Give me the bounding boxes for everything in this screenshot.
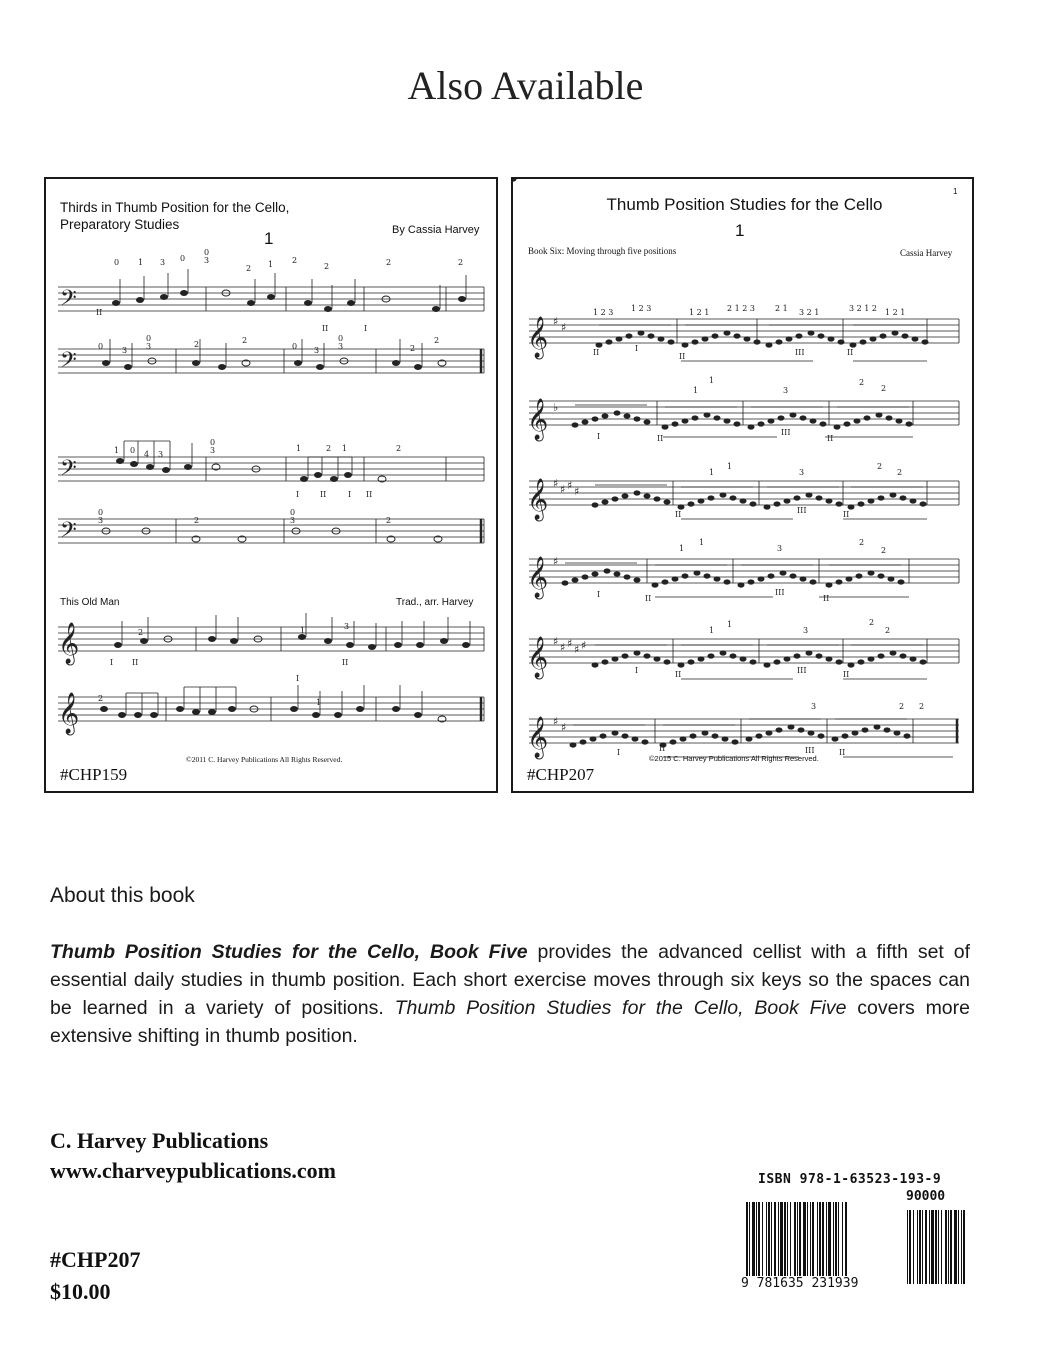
svg-text:II: II [679,352,686,361]
svg-text:II: II [843,670,850,679]
svg-text:II: II [593,348,600,357]
svg-text:II: II [657,434,664,443]
svg-text:𝄞: 𝄞 [58,623,80,664]
svg-text:𝄞: 𝄞 [527,479,549,520]
isbn-barcode [738,1172,970,1296]
svg-text:♯: ♯ [560,641,566,654]
panel-right-page-number: 1 [953,187,958,196]
svg-text:2: 2 [434,336,440,345]
page-heading: Also Available [407,63,644,108]
svg-text:1 2 1: 1 2 1 [689,308,710,317]
svg-text:3: 3 [122,346,128,355]
svg-text:3: 3 [783,386,789,395]
price: $10.00 [50,1279,111,1304]
svg-text:III: III [781,428,791,437]
panel-right-author: Cassia Harvey [900,248,953,258]
svg-text:3 2 1 2: 3 2 1 2 [849,304,877,313]
svg-text:1: 1 [709,626,715,635]
svg-text:2: 2 [859,378,865,387]
panel-left-copyright: ©2011 C. Harvey Publications All Rights Reserved. [186,755,343,764]
svg-text:II: II [132,658,139,667]
svg-text:I: I [597,590,601,599]
sheet-music-right [513,179,974,793]
svg-text:𝄢: 𝄢 [60,348,77,378]
svg-text:2: 2 [899,702,905,711]
svg-text:3: 3 [210,446,216,455]
svg-text:1: 1 [316,698,322,707]
svg-text:II: II [659,744,666,753]
svg-text:I: I [296,490,300,499]
note-runs [513,179,589,182]
svg-text:4: 4 [144,450,150,459]
book-title-emphasis: Thumb Position Studies for the Cello, Book Five [50,941,528,963]
svg-text:2: 2 [98,694,104,703]
svg-text:II: II [366,490,373,499]
svg-text:𝄞: 𝄞 [58,693,80,734]
svg-text:3: 3 [204,256,210,265]
svg-text:1: 1 [679,544,685,553]
publisher-website: www.charveypublications.com [50,1158,336,1183]
svg-text:2: 2 [410,344,416,353]
svg-text:3: 3 [811,702,817,711]
svg-text:2: 2 [458,258,464,267]
svg-text:II: II [342,658,349,667]
svg-text:0: 0 [180,254,186,263]
svg-text:I: I [296,674,300,683]
svg-text:♯: ♯ [574,643,580,656]
svg-text:I: I [617,748,621,757]
svg-text:1 2 3: 1 2 3 [593,308,614,317]
svg-text:1: 1 [342,444,348,453]
svg-text:0: 0 [98,342,104,351]
svg-text:I: I [364,324,368,333]
svg-text:0: 0 [204,248,210,257]
panel-left-exercise-number: 1 [264,229,274,248]
svg-text:𝄞: 𝄞 [527,637,549,678]
svg-text:2: 2 [885,626,891,635]
panel-left-author: By Cassia Harvey [392,224,480,236]
svg-text:III: III [775,588,785,597]
panel-left-piece-title: This Old Man [60,597,120,608]
svg-text:2: 2 [242,336,248,345]
svg-text:♯: ♯ [574,485,580,498]
svg-text:II: II [847,348,854,357]
isbn-addon: 90000 [906,1189,946,1204]
svg-text:♯: ♯ [553,715,559,728]
svg-text:2: 2 [326,444,332,453]
svg-text:2: 2 [324,262,330,271]
svg-text:3: 3 [344,622,350,631]
svg-text:2: 2 [292,256,298,265]
svg-text:3: 3 [290,516,296,525]
publisher-name: C. Harvey Publications [50,1128,269,1153]
svg-text:♯: ♯ [567,479,573,492]
svg-text:𝄢: 𝄢 [60,456,77,486]
svg-text:2: 2 [246,264,252,273]
about-heading: About this book [50,884,195,907]
svg-text:2: 2 [919,702,925,711]
svg-text:1: 1 [138,258,144,267]
svg-text:II: II [843,510,850,519]
svg-text:0: 0 [114,258,120,267]
panel-right-title: Thumb Position Studies for the Cello [606,195,883,214]
svg-text:0: 0 [210,438,216,447]
book-title-italic: Thumb Position Studies for the Cello, Book Five [394,997,847,1019]
svg-text:♯: ♯ [553,477,559,490]
book-preview-left [44,177,498,793]
svg-text:2: 2 [877,462,883,471]
svg-text:2: 2 [859,538,865,547]
svg-text:3: 3 [799,468,805,477]
svg-text:I: I [110,658,114,667]
svg-text:I: I [597,432,601,441]
svg-text:3: 3 [158,450,164,459]
svg-text:1: 1 [709,468,715,477]
svg-text:2: 2 [897,468,903,477]
svg-text:1: 1 [268,260,274,269]
svg-text:3: 3 [338,342,344,351]
svg-text:III: III [797,666,807,675]
svg-text:3: 3 [98,516,104,525]
svg-text:1: 1 [693,386,699,395]
svg-text:1: 1 [709,376,715,385]
svg-text:0: 0 [290,508,296,517]
svg-text:1: 1 [699,538,705,547]
svg-text:2: 2 [869,618,875,627]
svg-text:II: II [839,748,846,757]
svg-text:2: 2 [881,546,887,555]
svg-text:III: III [797,506,807,515]
svg-text:I: I [348,490,352,499]
svg-text:II: II [823,594,830,603]
svg-text:♯: ♯ [553,315,559,328]
svg-text:♯: ♯ [560,483,566,496]
svg-text:2: 2 [396,444,402,453]
svg-text:𝄢: 𝄢 [60,286,77,316]
barcode-digits: 9 781635 231939 [738,1276,861,1291]
svg-text:0: 0 [146,334,152,343]
svg-text:1: 1 [296,444,302,453]
svg-text:0: 0 [98,508,104,517]
svg-text:1: 1 [300,626,306,635]
sheet-music-left [46,179,498,793]
svg-text:1 2 3: 1 2 3 [631,304,652,313]
svg-text:3: 3 [314,346,320,355]
panel-left-title: Thirds in Thumb Position for the Cello, Preparatory Studies [60,200,290,232]
svg-text:♯: ♯ [553,555,559,568]
svg-text:3: 3 [803,626,809,635]
svg-text:2: 2 [386,516,392,525]
svg-text:II: II [645,594,652,603]
svg-text:𝄞: 𝄞 [527,399,549,440]
svg-text:1: 1 [727,620,733,629]
svg-text:♯: ♯ [553,635,559,648]
svg-text:2: 2 [138,628,144,637]
svg-text:2: 2 [386,258,392,267]
panel-left-piece-credit: Trad., arr. Harvey [396,597,474,608]
catalog-number: #CHP207 [50,1247,141,1272]
svg-text:2 1 2 3: 2 1 2 3 [727,304,755,313]
book-preview-right [511,177,974,793]
svg-text:II: II [96,308,103,317]
svg-text:𝄢: 𝄢 [60,518,77,548]
svg-text:0: 0 [338,334,344,343]
panel-right-code: #CHP207 [527,765,595,784]
panel-left-code: #CHP159 [60,765,128,784]
svg-text:1: 1 [727,462,733,471]
svg-text:𝄞: 𝄞 [527,717,549,758]
svg-text:1 2 1: 1 2 1 [885,308,906,317]
panel-right-exercise-number: 1 [735,221,745,240]
svg-text:II: II [827,434,834,443]
svg-text:3: 3 [146,342,152,351]
svg-text:𝄞: 𝄞 [527,317,549,358]
svg-text:2 1: 2 1 [775,304,788,313]
svg-text:I: I [635,666,639,675]
svg-text:III: III [795,348,805,357]
svg-text:0: 0 [130,446,136,455]
svg-text:3: 3 [160,258,166,267]
svg-text:1: 1 [114,446,120,455]
svg-text:𝄞: 𝄞 [527,557,549,598]
svg-text:♯: ♯ [561,321,567,334]
panel-right-copyright: ©2015 C. Harvey Publications All Rights Reserved. [649,754,819,763]
svg-text:♯: ♯ [567,637,573,650]
book-description: Thumb Position Studies for the Cello, Book Five provides the advanced cellist with a fifth set of essential daily studies in thumb position. Each short exercise moves through six keys so the spaces can be learned in a variety of positions. Thumb Position Studies for the Cello, Book Five covers more extensive shifting in thumb position. [50,941,970,1047]
svg-text:♯: ♯ [581,639,587,652]
svg-text:0: 0 [292,342,298,351]
panel-right-subtitle: Book Six: Moving through five positions [528,246,677,256]
isbn-text: ISBN 978-1-63523-193-9 [758,1172,942,1187]
svg-text:2: 2 [881,384,887,393]
svg-text:♯: ♯ [561,721,567,734]
svg-text:3: 3 [777,544,783,553]
svg-text:I: I [635,344,639,353]
svg-text:II: II [320,490,327,499]
svg-text:II: II [675,510,682,519]
svg-text:2: 2 [194,516,200,525]
svg-text:II: II [675,670,682,679]
svg-text:2: 2 [194,340,200,349]
svg-text:III: III [805,746,815,755]
svg-text:3 2 1: 3 2 1 [799,308,820,317]
svg-text:♭: ♭ [553,401,559,414]
svg-text:II: II [322,324,329,333]
